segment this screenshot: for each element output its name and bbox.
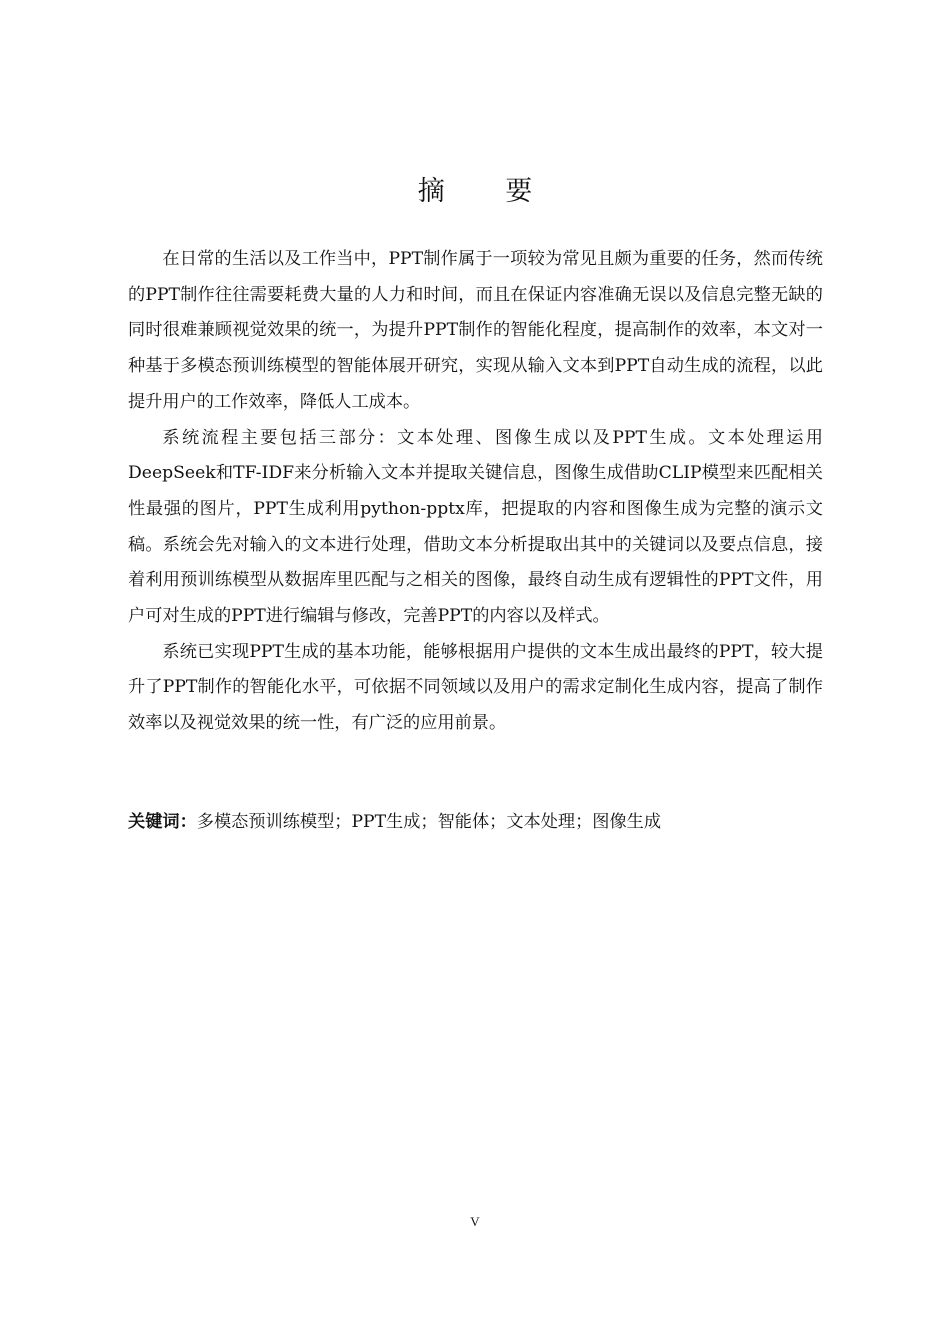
keywords-label: 关键词： (128, 812, 197, 832)
page-number: V (470, 1214, 480, 1229)
abstract-paragraph-2: 系统流程主要包括三部分：文本处理、图像生成以及PPT生成。文本处理运用DeepSeek和TF-IDF来分析输入文本并提取关键信息，图像生成借助CLIP模型来匹配相关性最强的图片，PPT生成利用python-pptx库，把提取的内容和图像生成为完整的演示文稿。系统会先对输入的文本进行处理，借助文本分析提取出其中的关键词以及要点信息，接着利用预训练模型从数据库里匹配与之相关的图像，最终自动生成有逻辑性的PPT文件，用户可对生成的PPT进行编辑与修改，完善PPT的内容以及样式。 (128, 427, 823, 627)
keywords-line (128, 805, 823, 841)
abstract-title: 摘 要 (417, 176, 559, 207)
abstract-paragraph-1: 在日常的生活以及工作当中，PPT制作属于一项较为常见且颇为重要的任务，然而传统的PPT制作往往需要耗费大量的人力和时间，而且在保证内容准确无误以及信息完整无缺的同时很难兼顾视觉效果的统一，为提升PPT制作的智能化程度，提高制作的效率，本文对一种基于多模态预训练模型的智能体展开研究，实现从输入文本到PPT自动生成的流程，以此提升用户的工作效率，降低人工成本。 (128, 249, 823, 412)
abstract-paragraph-3: 系统已实现PPT生成的基本功能，能够根据用户提供的文本生成出最终的PPT，较大提升了PPT制作的智能化水平，可依据不同领域以及用户的需求定制化生成内容，提高了制作效率以及视觉效果的统一性，有广泛的应用前景。 (128, 641, 823, 734)
keywords-text: 多模态预训练模型；PPT生成；智能体；文本处理；图像生成 (196, 812, 662, 832)
abstract-body (128, 242, 823, 742)
